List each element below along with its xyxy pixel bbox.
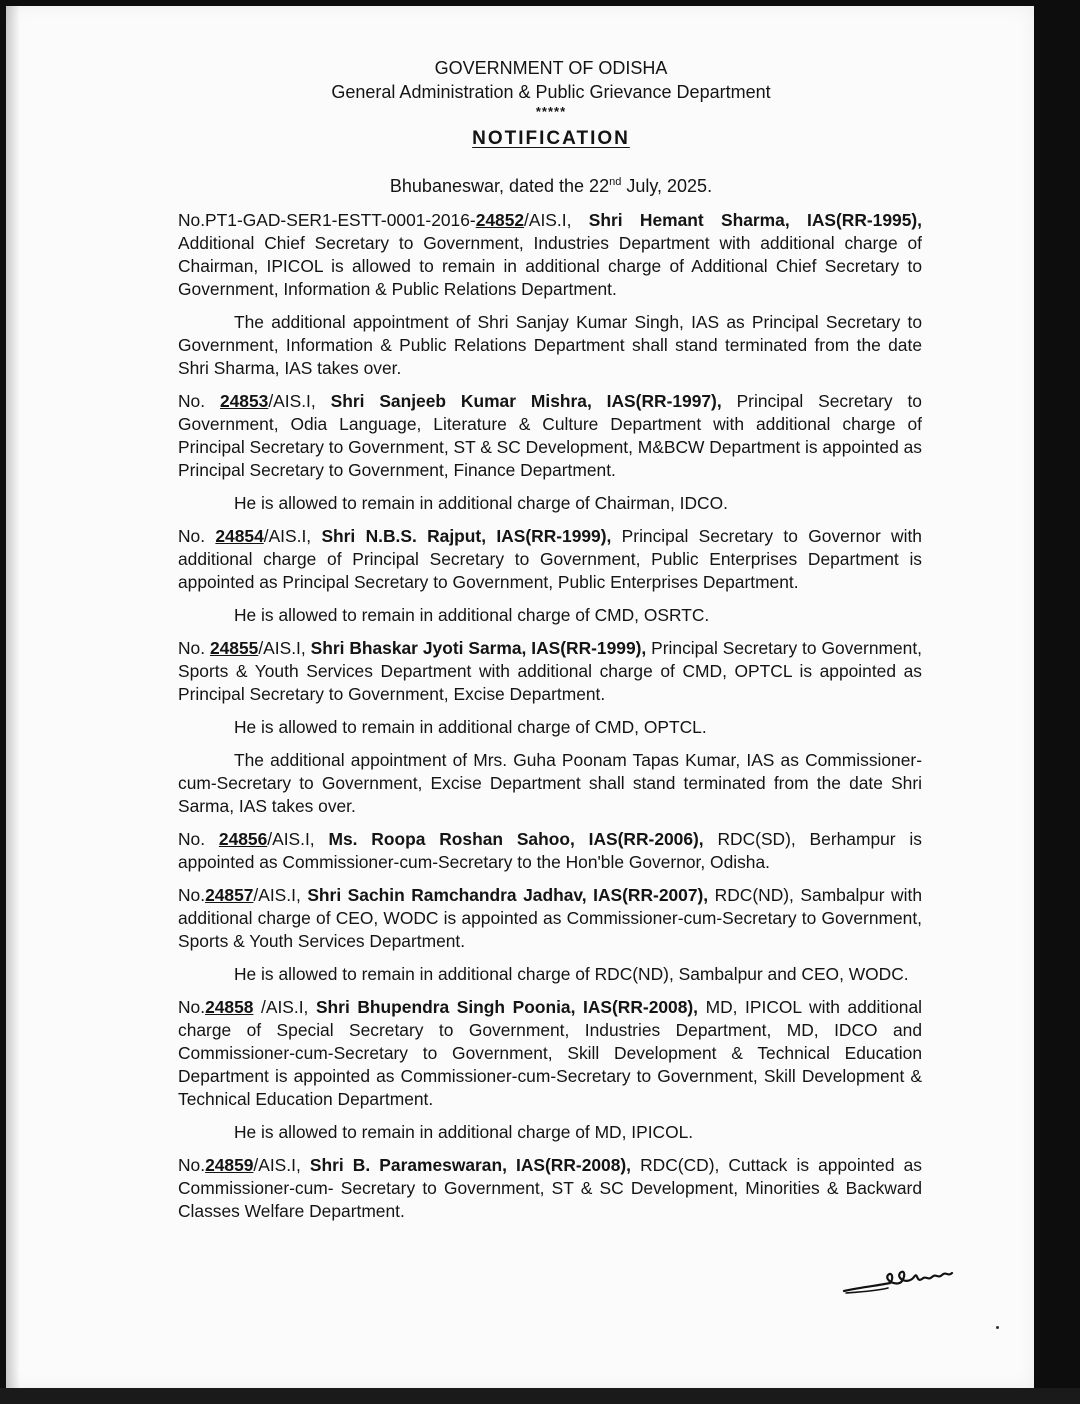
order-number: 24858 <box>205 997 254 1017</box>
note-paragraph: He is allowed to remain in additional charge of Chairman, IDCO. <box>234 493 728 513</box>
order-paragraph: No. 24854/AIS.I, Shri N.B.S. Rajput, IAS(RR-1999), Principal Secretary to Governor with additional charge of Principal Secretary to Government, Public Enterprises Department is appointed as Principal Secretary to Government, Public Enterprises Department. <box>178 526 922 592</box>
order-number: 24859 <box>205 1155 254 1175</box>
order-paragraph: No. 24855/AIS.I, Shri Bhaskar Jyoti Sarma, IAS(RR-1999), Principal Secretary to Government, Sports & Youth Services Department with additional charge of CMD, OPTCL is appointed as Principal Secretary to Government, Excise Department. <box>178 638 922 704</box>
scan-edge-shadow <box>6 6 20 1388</box>
officer-name: Shri Hemant Sharma, IAS(RR-1995), <box>588 210 922 230</box>
order-number: 24857 <box>205 885 254 905</box>
order-paragraph: No.24859/AIS.I, Shri B. Parameswaran, IAS(RR-2008), RDC(CD), Cuttack is appointed as Commissioner-cum- Secretary to Government, ST & SC Development, Minorities & Backward Classes Welfare Department. <box>178 1155 922 1221</box>
officer-name: Shri Bhupendra Singh Poonia, IAS(RR-2008), <box>315 997 699 1017</box>
order-paragraph: No. 24856/AIS.I, Ms. Roopa Roshan Sahoo, IAS(RR-2006), RDC(SD), Berhampur is appointed as Commissioner-cum-Secretary to the Hon'ble Governor, Odisha. <box>178 829 922 872</box>
date-line <box>6 176 1080 197</box>
order-paragraph: No.24858 /AIS.I, Shri Bhupendra Singh Poonia, IAS(RR-2008), MD, IPICOL with additional charge of Special Secretary to Government, Industries Department, MD, IDCO and Commissioner-cum-Secretary to Government, Skill Development & Technical Education Department is appointed as Commissioner-cum-Secretary to Government, Skill Development & Technical Education Department. <box>178 997 922 1109</box>
note-paragraph: The additional appointment of Mrs. Guha Poonam Tapas Kumar, IAS as Commissioner-cum-Secretary to Government, Excise Department shall stand terminated from the date Shri Sarma, IAS takes over. <box>178 750 922 816</box>
order-number: 24856 <box>218 829 268 849</box>
officer-name: Shri N.B.S. Rajput, IAS(RR-1999), <box>321 526 612 546</box>
heading-stars: ***** <box>535 104 567 119</box>
order-paragraph: No.24857/AIS.I, Shri Sachin Ramchandra Jadhav, IAS(RR-2007), RDC(ND), Sambalpur with additional charge of CEO, WODC is appointed as Commissioner-cum-Secretary to Government, Sports & Youth Services Department. <box>178 885 922 951</box>
notification-body <box>178 209 922 1233</box>
handwritten-signature <box>842 1261 962 1301</box>
note-paragraph: He is allowed to remain in additional charge of MD, IPICOL. <box>234 1122 694 1142</box>
order-number: 24853 <box>219 391 269 411</box>
officer-name: Shri Sanjeeb Kumar Mishra, IAS(RR-1997), <box>330 391 722 411</box>
order-number: 24854 <box>215 526 264 546</box>
date-superscript: nd <box>609 176 622 188</box>
officer-name: Shri B. Parameswaran, IAS(RR-2008), <box>309 1155 632 1175</box>
notification-page <box>6 6 1034 1388</box>
order-number: 24855 <box>209 638 259 658</box>
government-heading: GOVERNMENT OF ODISHA <box>434 58 668 78</box>
order-paragraph: No. 24853/AIS.I, Shri Sanjeeb Kumar Mishra, IAS(RR-1997), Principal Secretary to Government, Odia Language, Literature & Culture Department with additional charge of Principal Secretary to Government, ST & SC Development, M&BCW Department is appointed as Principal Secretary to Government, Finance Department. <box>178 391 922 480</box>
note-paragraph: He is allowed to remain in additional charge of CMD, OPTCL. <box>234 717 707 737</box>
officer-name: Ms. Roopa Roshan Sahoo, IAS(RR-2006), <box>328 829 704 849</box>
notification-title: NOTIFICATION <box>472 128 630 149</box>
officer-name: Shri Sachin Ramchandra Jadhav, IAS(RR-2007), <box>307 885 709 905</box>
order-paragraph: No.PT1-GAD-SER1-ESTT-0001-2016-24852/AIS.I, Shri Hemant Sharma, IAS(RR-1995), Additional Chief Secretary to Government, Industries Department with additional charge of Chairman, IPICOL is allowed to remain in additional charge of Additional Chief Secretary to Government, Information & Public Relations Department. <box>178 210 922 299</box>
date-prefix: Bhubaneswar, dated the 22 <box>389 176 610 196</box>
note-paragraph: He is allowed to remain in additional charge of CMD, OSRTC. <box>234 605 710 625</box>
date-suffix: July, 2025. <box>621 176 713 196</box>
officer-name: Shri Bhaskar Jyoti Sarma, IAS(RR-1999), <box>310 638 647 658</box>
note-paragraph: The additional appointment of Shri Sanjay Kumar Singh, IAS as Principal Secretary to Government, Information & Public Relations Department shall stand terminated from the date Shri Sharma, IAS takes over. <box>178 312 922 378</box>
note-paragraph: He is allowed to remain in additional charge of RDC(ND), Sambalpur and CEO, WODC. <box>234 964 909 984</box>
order-number: 24852 <box>475 210 525 230</box>
scan-bottom-edge <box>0 1388 1080 1404</box>
department-heading: General Administration & Public Grievance Department <box>331 82 771 102</box>
scan-dot <box>996 1326 999 1329</box>
